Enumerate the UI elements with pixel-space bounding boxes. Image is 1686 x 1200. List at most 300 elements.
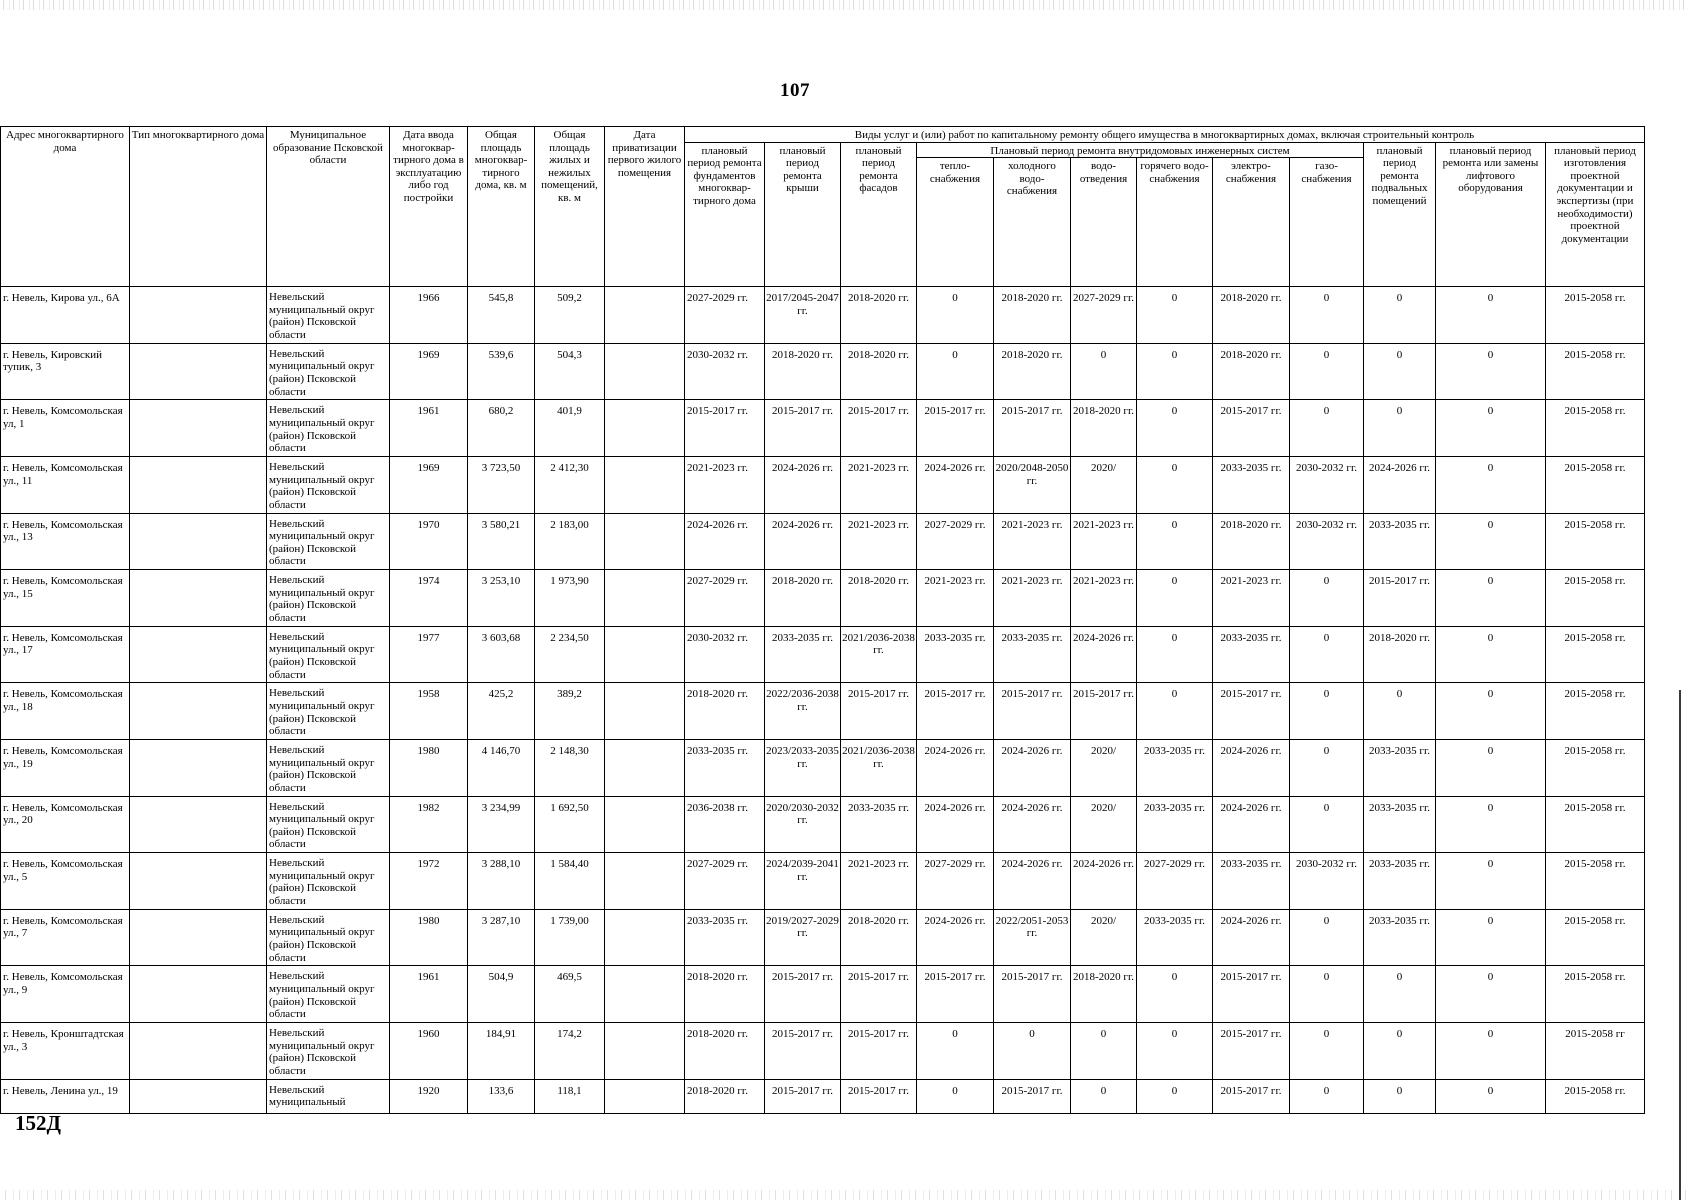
cell-design-docs: 2015-2058 гг. [1546, 796, 1645, 853]
header-cold-water: холодного водо-снабжения [994, 158, 1071, 287]
cell-design-docs: 2015-2058 гг. [1546, 456, 1645, 513]
cell-roof: 2017/2045-2047 гг. [765, 287, 841, 344]
cell-cold-water: 2021-2023 гг. [994, 570, 1071, 627]
cell-address: г. Невель, Комсомольская ул., 17 [1, 626, 130, 683]
cell-privatization-date [605, 513, 685, 570]
cell-total-area: 539,6 [468, 343, 535, 400]
sheet-code: 152Д [15, 1111, 61, 1135]
cell-municipality: Невельский муниципальный округ (район) Псковской области [267, 1022, 390, 1079]
cell-facade: 2033-2035 гг. [841, 796, 917, 853]
cell-facade: 2021-2023 гг. [841, 513, 917, 570]
cell-roof: 2024-2026 гг. [765, 513, 841, 570]
cell-basement: 0 [1364, 1022, 1436, 1079]
cell-address: г. Невель, Комсомольская ул., 5 [1, 853, 130, 910]
cell-house-type [130, 796, 267, 853]
cell-privatization-date [605, 853, 685, 910]
table-row [1, 966, 1645, 1023]
cell-electricity: 2015-2017 гг. [1213, 400, 1290, 457]
cell-electricity: 2033-2035 гг. [1213, 626, 1290, 683]
cell-living-area: 1 739,00 [535, 909, 605, 966]
cell-year: 1970 [390, 513, 468, 570]
cell-electricity: 2024-2026 гг. [1213, 909, 1290, 966]
header-systems-group: Плановый период ремонта внутридомовых инженерных систем [917, 142, 1364, 158]
table-row [1, 456, 1645, 513]
cell-municipality: Невельский муниципальный округ (район) Псковской области [267, 513, 390, 570]
cell-gas: 2030-2032 гг. [1290, 853, 1364, 910]
header-address: Адрес многоквартирного дома [1, 127, 130, 287]
cell-total-area: 425,2 [468, 683, 535, 740]
header-commission-date: Дата ввода многоквар-тирного дома в эксплуатацию либо год постройки [390, 127, 468, 287]
cell-facade: 2015-2017 гг. [841, 966, 917, 1023]
header-heating: тепло-снабжения [917, 158, 994, 287]
cell-elevator: 0 [1436, 1079, 1546, 1113]
cell-cold-water: 2021-2023 гг. [994, 513, 1071, 570]
cell-house-type [130, 626, 267, 683]
cell-year: 1961 [390, 400, 468, 457]
cell-year: 1969 [390, 343, 468, 400]
header-gas: газо-снабжения [1290, 158, 1364, 287]
cell-address: г. Невель, Ленина ул., 19 [1, 1079, 130, 1113]
cell-total-area: 3 580,21 [468, 513, 535, 570]
cell-house-type [130, 739, 267, 796]
cell-elevator: 0 [1436, 626, 1546, 683]
cell-facade: 2021-2023 гг. [841, 456, 917, 513]
cell-heating: 2024-2026 гг. [917, 796, 994, 853]
cell-facade: 2015-2017 гг. [841, 1022, 917, 1079]
cell-house-type [130, 570, 267, 627]
cell-sewerage: 2021-2023 гг. [1071, 513, 1137, 570]
cell-cold-water: 0 [994, 1022, 1071, 1079]
cell-facade: 2018-2020 гг. [841, 343, 917, 400]
cell-address: г. Невель, Комсомольская ул., 11 [1, 456, 130, 513]
cell-living-area: 2 412,30 [535, 456, 605, 513]
cell-total-area: 545,8 [468, 287, 535, 344]
cell-basement: 2033-2035 гг. [1364, 909, 1436, 966]
cell-year: 1982 [390, 796, 468, 853]
cell-foundation: 2027-2029 гг. [685, 287, 765, 344]
cell-year: 1980 [390, 909, 468, 966]
cell-gas: 0 [1290, 966, 1364, 1023]
cell-elevator: 0 [1436, 343, 1546, 400]
cell-foundation: 2030-2032 гг. [685, 626, 765, 683]
table-row [1, 626, 1645, 683]
header-municipality: Муниципальное образование Псковской области [267, 127, 390, 287]
cell-total-area: 3 603,68 [468, 626, 535, 683]
cell-roof: 2033-2035 гг. [765, 626, 841, 683]
cell-roof: 2018-2020 гг. [765, 570, 841, 627]
cell-design-docs: 2015-2058 гг. [1546, 739, 1645, 796]
cell-elevator: 0 [1436, 739, 1546, 796]
cell-hot-water: 0 [1137, 966, 1213, 1023]
cell-privatization-date [605, 966, 685, 1023]
cell-house-type [130, 1079, 267, 1113]
cell-facade: 2015-2017 гг. [841, 1079, 917, 1113]
cell-foundation: 2036-2038 гг. [685, 796, 765, 853]
cell-sewerage: 0 [1071, 1079, 1137, 1113]
cell-electricity: 2018-2020 гг. [1213, 343, 1290, 400]
cell-hot-water: 2033-2035 гг. [1137, 796, 1213, 853]
header-elevator: плановый период ремонта или замены лифтового оборудования [1436, 142, 1546, 287]
cell-address: г. Невель, Комсомольская ул., 18 [1, 683, 130, 740]
cell-total-area: 184,91 [468, 1022, 535, 1079]
cell-electricity: 2018-2020 гг. [1213, 287, 1290, 344]
cell-basement: 2033-2035 гг. [1364, 853, 1436, 910]
table-row [1, 909, 1645, 966]
cell-heating: 2027-2029 гг. [917, 513, 994, 570]
cell-privatization-date [605, 456, 685, 513]
cell-house-type [130, 513, 267, 570]
cell-hot-water: 0 [1137, 456, 1213, 513]
cell-sewerage: 2020/ [1071, 456, 1137, 513]
table-row [1, 739, 1645, 796]
cell-house-type [130, 853, 267, 910]
cell-hot-water: 0 [1137, 1022, 1213, 1079]
cell-heating: 2027-2029 гг. [917, 853, 994, 910]
table-row [1, 853, 1645, 910]
cell-facade: 2021/2036-2038 гг. [841, 626, 917, 683]
cell-municipality: Невельский муниципальный округ (район) Псковской области [267, 626, 390, 683]
cell-gas: 0 [1290, 739, 1364, 796]
cell-design-docs: 2015-2058 гг. [1546, 909, 1645, 966]
cell-design-docs: 2015-2058 гг. [1546, 513, 1645, 570]
cell-electricity: 2015-2017 гг. [1213, 966, 1290, 1023]
cell-municipality: Невельский муниципальный округ (район) Псковской области [267, 909, 390, 966]
cell-facade: 2018-2020 гг. [841, 287, 917, 344]
cell-gas: 0 [1290, 1022, 1364, 1079]
cell-hot-water: 0 [1137, 343, 1213, 400]
header-total-area: Общая площадь многоквар-тирного дома, кв. м [468, 127, 535, 287]
cell-living-area: 1 692,50 [535, 796, 605, 853]
cell-sewerage: 2015-2017 гг. [1071, 683, 1137, 740]
cell-house-type [130, 966, 267, 1023]
cell-sewerage: 2020/ [1071, 739, 1137, 796]
cell-sewerage: 2020/ [1071, 909, 1137, 966]
cell-address: г. Невель, Кировский тупик, 3 [1, 343, 130, 400]
cell-total-area: 680,2 [468, 400, 535, 457]
cell-roof: 2015-2017 гг. [765, 1079, 841, 1113]
cell-foundation: 2018-2020 гг. [685, 1022, 765, 1079]
cell-elevator: 0 [1436, 966, 1546, 1023]
cell-design-docs: 2015-2058 гг. [1546, 966, 1645, 1023]
cell-electricity: 2015-2017 гг. [1213, 683, 1290, 740]
table-row [1, 570, 1645, 627]
cell-privatization-date [605, 287, 685, 344]
cell-cold-water: 2024-2026 гг. [994, 853, 1071, 910]
cell-sewerage: 2024-2026 гг. [1071, 626, 1137, 683]
cell-basement: 0 [1364, 343, 1436, 400]
cell-elevator: 0 [1436, 853, 1546, 910]
cell-privatization-date [605, 570, 685, 627]
cell-year: 1972 [390, 853, 468, 910]
cell-municipality: Невельский муниципальный округ (район) Псковской области [267, 853, 390, 910]
cell-living-area: 401,9 [535, 400, 605, 457]
cell-heating: 2015-2017 гг. [917, 683, 994, 740]
cell-house-type [130, 287, 267, 344]
cell-cold-water: 2033-2035 гг. [994, 626, 1071, 683]
cell-municipality: Невельский муниципальный округ (район) Псковской области [267, 570, 390, 627]
cell-roof: 2023/2033-2035 гг. [765, 739, 841, 796]
cell-heating: 2024-2026 гг. [917, 456, 994, 513]
cell-hot-water: 0 [1137, 626, 1213, 683]
cell-foundation: 2027-2029 гг. [685, 853, 765, 910]
cell-living-area: 469,5 [535, 966, 605, 1023]
cell-house-type [130, 343, 267, 400]
cell-basement: 0 [1364, 683, 1436, 740]
cell-facade: 2021-2023 гг. [841, 853, 917, 910]
cell-electricity: 2015-2017 гг. [1213, 1022, 1290, 1079]
cell-gas: 2030-2032 гг. [1290, 513, 1364, 570]
cell-cold-water: 2022/2051-2053 гг. [994, 909, 1071, 966]
cell-living-area: 174,2 [535, 1022, 605, 1079]
table-row [1, 796, 1645, 853]
scan-top-edge [0, 0, 1686, 10]
cell-cold-water: 2015-2017 гг. [994, 683, 1071, 740]
cell-foundation: 2033-2035 гг. [685, 909, 765, 966]
cell-address: г. Невель, Комсомольская ул, 1 [1, 400, 130, 457]
cell-heating: 2024-2026 гг. [917, 909, 994, 966]
cell-electricity: 2015-2017 гг. [1213, 1079, 1290, 1113]
cell-design-docs: 2015-2058 гг. [1546, 1079, 1645, 1113]
cell-hot-water: 2033-2035 гг. [1137, 739, 1213, 796]
cell-living-area: 504,3 [535, 343, 605, 400]
cell-electricity: 2033-2035 гг. [1213, 456, 1290, 513]
cell-municipality: Невельский муниципальный [267, 1079, 390, 1113]
cell-municipality: Невельский муниципальный округ (район) Псковской области [267, 966, 390, 1023]
cell-hot-water: 0 [1137, 400, 1213, 457]
cell-design-docs: 2015-2058 гг. [1546, 343, 1645, 400]
cell-hot-water: 0 [1137, 287, 1213, 344]
header-hot-water: горячего водо-снабжения [1137, 158, 1213, 287]
cell-design-docs: 2015-2058 гг [1546, 1022, 1645, 1079]
cell-municipality: Невельский муниципальный округ (район) Псковской области [267, 739, 390, 796]
cell-year: 1980 [390, 739, 468, 796]
cell-elevator: 0 [1436, 513, 1546, 570]
cell-foundation: 2021-2023 гг. [685, 456, 765, 513]
cell-living-area: 2 148,30 [535, 739, 605, 796]
cell-elevator: 0 [1436, 287, 1546, 344]
cell-facade: 2015-2017 гг. [841, 400, 917, 457]
header-design-docs: плановый период изготовления проектной документации и экспертизы (при необходимости) проектной документации [1546, 142, 1645, 287]
cell-sewerage: 0 [1071, 343, 1137, 400]
cell-privatization-date [605, 400, 685, 457]
cell-roof: 2022/2036-2038 гг. [765, 683, 841, 740]
cell-facade: 2018-2020 гг. [841, 570, 917, 627]
cell-foundation: 2018-2020 гг. [685, 683, 765, 740]
cell-gas: 0 [1290, 570, 1364, 627]
cell-design-docs: 2015-2058 гг. [1546, 683, 1645, 740]
cell-total-area: 3 234,99 [468, 796, 535, 853]
cell-sewerage: 2024-2026 гг. [1071, 853, 1137, 910]
cell-house-type [130, 683, 267, 740]
cell-heating: 2033-2035 гг. [917, 626, 994, 683]
cell-hot-water: 0 [1137, 683, 1213, 740]
cell-sewerage: 2018-2020 гг. [1071, 400, 1137, 457]
header-roof: плановый период ремонта крыши [765, 142, 841, 287]
cell-privatization-date [605, 909, 685, 966]
cell-municipality: Невельский муниципальный округ (район) Псковской области [267, 796, 390, 853]
cell-living-area: 1 973,90 [535, 570, 605, 627]
cell-privatization-date [605, 1079, 685, 1113]
cell-year: 1969 [390, 456, 468, 513]
cell-foundation: 2030-2032 гг. [685, 343, 765, 400]
cell-heating: 0 [917, 1079, 994, 1113]
header-privatization-date: Дата приватизации первого жилого помещения [605, 127, 685, 287]
cell-design-docs: 2015-2058 гг. [1546, 853, 1645, 910]
cell-basement: 2033-2035 гг. [1364, 513, 1436, 570]
cell-roof: 2018-2020 гг. [765, 343, 841, 400]
cell-roof: 2015-2017 гг. [765, 1022, 841, 1079]
cell-gas: 0 [1290, 343, 1364, 400]
header-basement: плановый период ремонта подвальных помещений [1364, 142, 1436, 287]
page-number: 107 [780, 80, 810, 101]
cell-roof: 2019/2027-2029 гг. [765, 909, 841, 966]
cell-basement: 0 [1364, 1079, 1436, 1113]
cell-privatization-date [605, 739, 685, 796]
cell-municipality: Невельский муниципальный округ (район) Псковской области [267, 400, 390, 457]
header-electricity: электро-снабжения [1213, 158, 1290, 287]
cell-hot-water: 0 [1137, 1079, 1213, 1113]
cell-privatization-date [605, 683, 685, 740]
cell-hot-water: 2033-2035 гг. [1137, 909, 1213, 966]
cell-electricity: 2024-2026 гг. [1213, 739, 1290, 796]
cell-address: г. Невель, Кирова ул., 6А [1, 287, 130, 344]
cell-municipality: Невельский муниципальный округ (район) Псковской области [267, 287, 390, 344]
cell-gas: 2030-2032 гг. [1290, 456, 1364, 513]
cell-total-area: 3 253,10 [468, 570, 535, 627]
table-row [1, 1079, 1645, 1113]
cell-living-area: 2 183,00 [535, 513, 605, 570]
cell-sewerage: 2021-2023 гг. [1071, 570, 1137, 627]
cell-year: 1920 [390, 1079, 468, 1113]
cell-cold-water: 2015-2017 гг. [994, 966, 1071, 1023]
header-living-area: Общая площадь жилых и нежилых помещений, кв. м [535, 127, 605, 287]
cell-design-docs: 2015-2058 гг. [1546, 287, 1645, 344]
cell-elevator: 0 [1436, 1022, 1546, 1079]
cell-basement: 0 [1364, 287, 1436, 344]
cell-gas: 0 [1290, 287, 1364, 344]
cell-roof: 2015-2017 гг. [765, 400, 841, 457]
cell-living-area: 1 584,40 [535, 853, 605, 910]
cell-heating: 2024-2026 гг. [917, 739, 994, 796]
cell-total-area: 3 288,10 [468, 853, 535, 910]
cell-year: 1977 [390, 626, 468, 683]
cell-address: г. Невель, Комсомольская ул., 19 [1, 739, 130, 796]
cell-basement: 0 [1364, 966, 1436, 1023]
cell-year: 1966 [390, 287, 468, 344]
cell-total-area: 3 723,50 [468, 456, 535, 513]
capital-repair-table [0, 126, 1645, 1114]
cell-gas: 0 [1290, 400, 1364, 457]
cell-foundation: 2018-2020 гг. [685, 966, 765, 1023]
cell-foundation: 2015-2017 гг. [685, 400, 765, 457]
cell-cold-water: 2015-2017 гг. [994, 400, 1071, 457]
cell-sewerage: 2020/ [1071, 796, 1137, 853]
header-sewerage: водо-отведения [1071, 158, 1137, 287]
cell-elevator: 0 [1436, 683, 1546, 740]
cell-facade: 2018-2020 гг. [841, 909, 917, 966]
cell-address: г. Невель, Комсомольская ул., 7 [1, 909, 130, 966]
table-row [1, 1022, 1645, 1079]
cell-sewerage: 0 [1071, 1022, 1137, 1079]
header-services-group: Виды услуг и (или) работ по капитальному ремонту общего имущества в многоквартирных домах, включая строительный контроль [685, 127, 1645, 143]
cell-cold-water: 2024-2026 гг. [994, 796, 1071, 853]
cell-design-docs: 2015-2058 гг. [1546, 400, 1645, 457]
cell-electricity: 2033-2035 гг. [1213, 853, 1290, 910]
cell-privatization-date [605, 626, 685, 683]
cell-heating: 0 [917, 343, 994, 400]
cell-elevator: 0 [1436, 570, 1546, 627]
cell-cold-water: 2020/2048-2050 гг. [994, 456, 1071, 513]
cell-sewerage: 2018-2020 гг. [1071, 966, 1137, 1023]
cell-facade: 2021/2036-2038 гг. [841, 739, 917, 796]
cell-cold-water: 2018-2020 гг. [994, 287, 1071, 344]
cell-basement: 2018-2020 гг. [1364, 626, 1436, 683]
cell-total-area: 3 287,10 [468, 909, 535, 966]
cell-house-type [130, 400, 267, 457]
cell-roof: 2015-2017 гг. [765, 966, 841, 1023]
cell-elevator: 0 [1436, 456, 1546, 513]
cell-total-area: 504,9 [468, 966, 535, 1023]
cell-total-area: 4 146,70 [468, 739, 535, 796]
cell-total-area: 133,6 [468, 1079, 535, 1113]
cell-electricity: 2021-2023 гг. [1213, 570, 1290, 627]
cell-design-docs: 2015-2058 гг. [1546, 570, 1645, 627]
cell-living-area: 2 234,50 [535, 626, 605, 683]
cell-gas: 0 [1290, 909, 1364, 966]
table-row [1, 513, 1645, 570]
cell-municipality: Невельский муниципальный округ (район) Псковской области [267, 343, 390, 400]
cell-roof: 2024-2026 гг. [765, 456, 841, 513]
cell-cold-water: 2018-2020 гг. [994, 343, 1071, 400]
scan-right-edge [1679, 690, 1681, 1200]
cell-address: г. Невель, Комсомольская ул., 15 [1, 570, 130, 627]
cell-year: 1961 [390, 966, 468, 1023]
cell-facade: 2015-2017 гг. [841, 683, 917, 740]
cell-house-type [130, 1022, 267, 1079]
cell-year: 1960 [390, 1022, 468, 1079]
cell-foundation: 2027-2029 гг. [685, 570, 765, 627]
cell-year: 1958 [390, 683, 468, 740]
cell-sewerage: 2027-2029 гг. [1071, 287, 1137, 344]
cell-elevator: 0 [1436, 909, 1546, 966]
header-foundation: плановый период ремонта фундаментов многоквар-тирного дома [685, 142, 765, 287]
cell-heating: 0 [917, 287, 994, 344]
cell-heating: 2021-2023 гг. [917, 570, 994, 627]
cell-basement: 2033-2035 гг. [1364, 739, 1436, 796]
cell-foundation: 2018-2020 гг. [685, 1079, 765, 1113]
cell-living-area: 118,1 [535, 1079, 605, 1113]
cell-address: г. Невель, Кронштадтская ул., 3 [1, 1022, 130, 1079]
cell-basement: 2015-2017 гг. [1364, 570, 1436, 627]
table-row [1, 343, 1645, 400]
header-facade: плановый период ремонта фасадов [841, 142, 917, 287]
cell-heating: 2015-2017 гг. [917, 966, 994, 1023]
cell-gas: 0 [1290, 626, 1364, 683]
cell-cold-water: 2024-2026 гг. [994, 739, 1071, 796]
cell-heating: 2015-2017 гг. [917, 400, 994, 457]
cell-address: г. Невель, Комсомольская ул., 13 [1, 513, 130, 570]
table-row [1, 683, 1645, 740]
cell-roof: 2020/2030-2032 гг. [765, 796, 841, 853]
cell-address: г. Невель, Комсомольская ул., 20 [1, 796, 130, 853]
scan-bottom-edge [0, 1190, 1686, 1200]
cell-elevator: 0 [1436, 796, 1546, 853]
cell-electricity: 2018-2020 гг. [1213, 513, 1290, 570]
cell-house-type [130, 456, 267, 513]
cell-gas: 0 [1290, 683, 1364, 740]
cell-municipality: Невельский муниципальный округ (район) Псковской области [267, 456, 390, 513]
cell-living-area: 509,2 [535, 287, 605, 344]
